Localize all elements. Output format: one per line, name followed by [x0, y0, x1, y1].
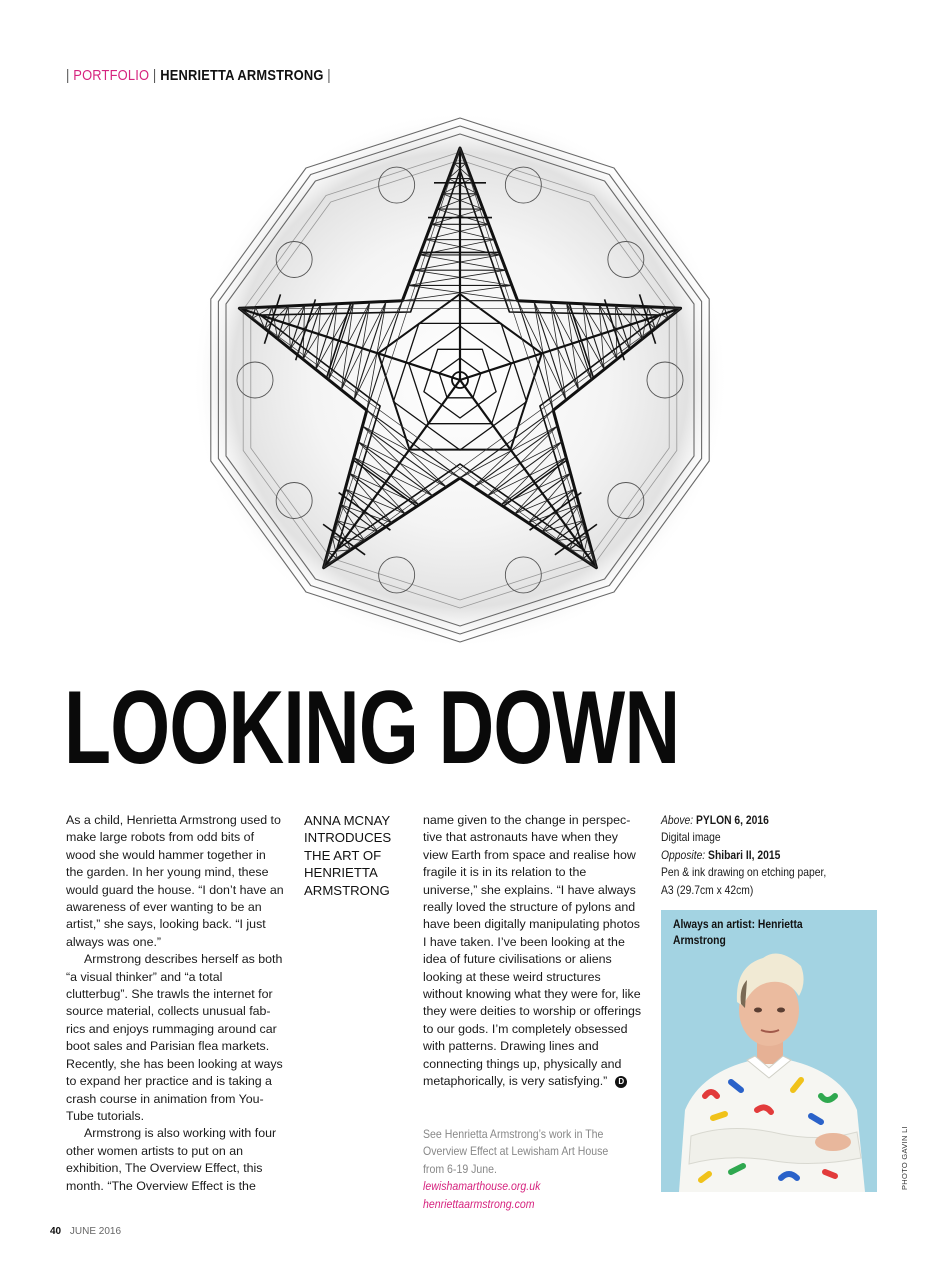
pylon-kaleidoscope-image: [192, 110, 728, 650]
caption-title: Shibari II, 2015: [708, 847, 781, 862]
standfirst: ANNA MCNAY INTRODUCES THE ART OF HENRIETTA ARMSTRONG: [304, 813, 392, 898]
caption-above: [661, 812, 833, 829]
exhibition-text: See Henrietta Armstrong’s work in The Overview Effect at Lewisham Art House from 6-19 June.: [423, 1127, 609, 1176]
pylon-artwork: [192, 110, 728, 650]
header-divider: |: [327, 67, 331, 84]
header-divider: |: [152, 67, 157, 84]
image-captions: [661, 812, 833, 899]
body-column-1: [66, 812, 284, 1195]
caption-label: Above:: [661, 813, 694, 827]
artist-portrait: [661, 910, 877, 1192]
lewisham-link[interactable]: lewishamarthouse.org.uk: [423, 1179, 541, 1194]
article-title: LOOKING DOWN: [64, 670, 680, 786]
caption-label: Opposite:: [661, 847, 706, 862]
portrait-illustration: [661, 910, 877, 1192]
header-divider: |: [66, 67, 70, 84]
photo-credit: PHOTO GAVIN LI: [900, 1126, 909, 1190]
section-label: PORTFOLIO: [73, 67, 150, 84]
body-paragraph: [423, 812, 643, 1091]
caption-title: PYLON 6, 2016: [696, 813, 769, 827]
issue-date: JUNE 2016: [69, 1226, 122, 1237]
page-number: 40: [50, 1226, 62, 1237]
body-column-2: [423, 812, 643, 1091]
page-footer: [50, 1226, 121, 1237]
body-paragraph: As a child, Henrietta Armstrong used to make large robots from odd bits of wood she would hammer together in the garden. In her young mind, these would guard the house. “I don’t have an awareness of ever wanting to be an artist,” she says, looking back. “I just always was one.”: [66, 813, 284, 949]
end-mark-icon: D: [615, 1076, 627, 1088]
body-text: name given to the change in perspec-tive that astronauts have when they view Earth from space and realise how fragile it is in its relation to the universe,” she explains. “I have always really loved the structure of pylons and have been digitally manipulating photos I have taken. I’ve been looking at the idea of future civilisations or aliens looking at these weird structures without knowing what they were for, like they were deities to worship or offerings to our gods. I’m completely obsessed with patterns. Drawing lines and connecting things up, physically and metaphorically, is very satisfying.”: [423, 813, 642, 1089]
caption-medium: Pen & ink drawing on etching paper, A3 (29.7cm x 42cm): [661, 865, 827, 897]
body-paragraph: Armstrong is also working with four other women artists to put on an exhibition, The Overview Effect, this month. “The Overview Effect is the: [66, 1126, 277, 1193]
caption-medium: Digital image: [661, 830, 721, 845]
artist-website-link[interactable]: henriettaarmstrong.com: [423, 1196, 535, 1211]
artist-name-header: HENRIETTA ARMSTRONG: [160, 67, 324, 84]
caption-opposite: [661, 847, 833, 864]
exhibition-info: [423, 1126, 625, 1213]
body-paragraph: Armstrong describes herself as both “a visual thinker” and “a total clutterbug”. She trawls the internet for source material, collects unusual fab-rics and enjoys rummaging around car boot sales and Parisian flea markets. Recently, she has been looking at ways to expand her practice and is taking a crash course in animation from You-Tube tutorials.: [66, 952, 283, 1123]
running-header: [66, 66, 331, 86]
photo-caption: Always an artist: Henrietta Armstrong: [673, 917, 803, 947]
